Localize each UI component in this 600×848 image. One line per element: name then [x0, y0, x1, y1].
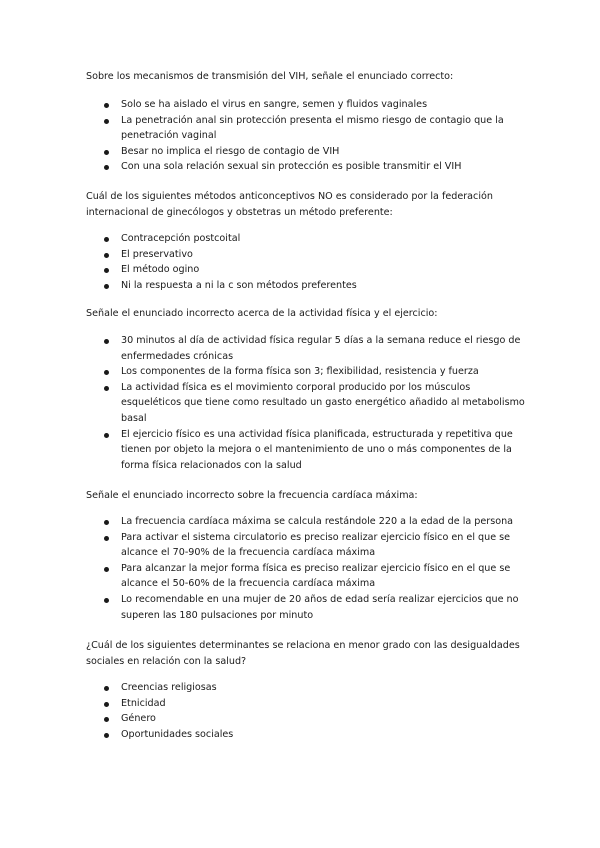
bullet-icon [104, 433, 109, 438]
option-list [86, 514, 526, 623]
bullet-icon [104, 567, 109, 572]
bullet-icon [104, 150, 109, 155]
list-item: 30 minutos al día de actividad física regular 5 días a la semana reduce el riesgo de enfermedades crónicas [86, 333, 526, 364]
list-item: Lo recomendable en una mujer de 20 años de edad sería realizar ejercicios que no superen las 180 pulsaciones por minuto [86, 592, 526, 623]
option-list [86, 231, 526, 293]
option-list [86, 680, 526, 742]
question-prompt: Señale el enunciado incorrecto acerca de la actividad física y el ejercicio: [86, 308, 438, 319]
bullet-icon [104, 339, 109, 344]
bullet-icon [104, 386, 109, 391]
option-list [86, 333, 526, 473]
bullet-icon [104, 536, 109, 541]
bullet-icon [104, 284, 109, 289]
list-item: Creencias religiosas [86, 680, 526, 696]
list-item: El método ogino [86, 262, 526, 278]
question-prompt: Cuál de los siguientes métodos anticonceptivos NO es considerado por la federación internacional de ginecólogos y obstetras un método preferente: [86, 191, 493, 218]
bullet-icon [104, 733, 109, 738]
list-item: Género [86, 711, 526, 727]
question-prompt: Sobre los mecanismos de transmisión del VIH, señale el enunciado correcto: [86, 71, 454, 82]
list-item: El ejercicio físico es una actividad física planificada, estructurada y repetitiva que tienen por objeto la mejora o el mantenimiento de uno o más componentes de la forma física relacionados con la salud [86, 427, 526, 474]
bullet-icon [104, 165, 109, 170]
bullet-icon [104, 237, 109, 242]
list-item: Besar no implica el riesgo de contagio de VIH [86, 144, 526, 160]
list-item: Para alcanzar la mejor forma física es preciso realizar ejercicio físico en el que se alcance el 50-60% de la frecuencia cardíaca máxima [86, 561, 526, 592]
list-item: Oportunidades sociales [86, 727, 526, 743]
bullet-icon [104, 717, 109, 722]
bullet-icon [104, 598, 109, 603]
option-list [86, 97, 526, 175]
question-prompt: ¿Cuál de los siguientes determinantes se relaciona en menor grado con las desigualdades sociales en relación con la salud? [86, 640, 520, 667]
bullet-icon [104, 520, 109, 525]
bullet-icon [104, 268, 109, 273]
list-item: La penetración anal sin protección presenta el mismo riesgo de contagio que la penetración vaginal [86, 113, 526, 144]
list-item: El preservativo [86, 247, 526, 263]
list-item: Ni la respuesta a ni la c son métodos preferentes [86, 278, 526, 294]
question-prompt: Señale el enunciado incorrecto sobre la frecuencia cardíaca máxima: [86, 490, 418, 501]
bullet-icon [104, 103, 109, 108]
list-item: La actividad física es el movimiento corporal producido por los músculos esqueléticos que tiene como resultado un gasto energético añadido al metabolismo basal [86, 380, 526, 427]
bullet-icon [104, 686, 109, 691]
list-item: Para activar el sistema circulatorio es preciso realizar ejercicio físico en el que se alcance el 70-90% de la frecuencia cardíaca máxima [86, 530, 526, 561]
bullet-icon [104, 702, 109, 707]
list-item: Contracepción postcoital [86, 231, 526, 247]
list-item: Los componentes de la forma física son 3; flexibilidad, resistencia y fuerza [86, 364, 526, 380]
list-item: Solo se ha aislado el virus en sangre, semen y fluidos vaginales [86, 97, 526, 113]
bullet-icon [104, 119, 109, 124]
list-item: La frecuencia cardíaca máxima se calcula restándole 220 a la edad de la persona [86, 514, 526, 530]
bullet-icon [104, 253, 109, 258]
list-item: Etnicidad [86, 696, 526, 712]
list-item: Con una sola relación sexual sin protección es posible transmitir el VIH [86, 159, 526, 175]
bullet-icon [104, 370, 109, 375]
